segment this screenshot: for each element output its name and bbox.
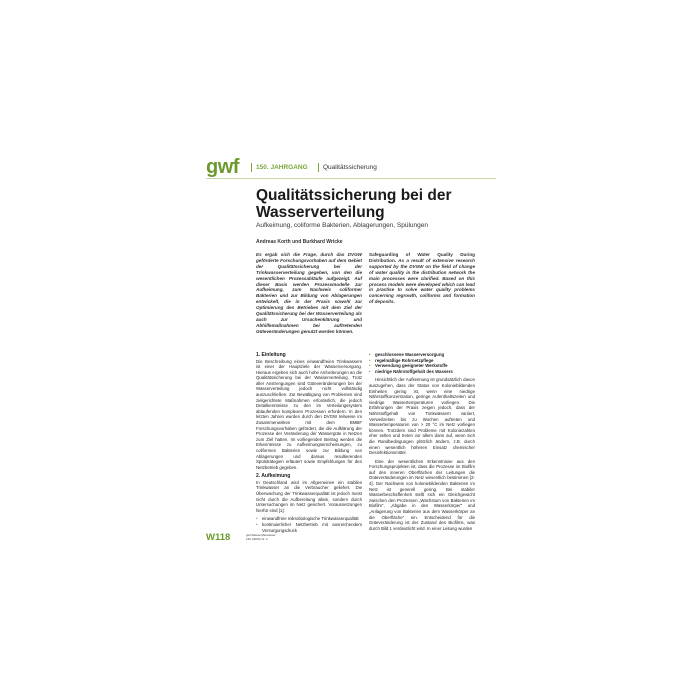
article-subtitle: Aufkeimung, coliforme Bakterien, Ablagerungen, Spülungen bbox=[256, 222, 428, 229]
bullet-list bbox=[369, 352, 475, 374]
abstract-english-title: Safeguarding of Water Quality During Distribution. bbox=[369, 252, 475, 263]
list-item: • kontinuierlicher Netzbetrieb mit ausreichendem Versorgungsdruck bbox=[256, 522, 362, 533]
bullet-icon: • bbox=[369, 368, 371, 374]
paragraph: Die Beschreibung eines einwandfreien Trinkwassers ist einer der Hauptziele der Wasserversorgung. Hieraus ergeben sich auch hohe Anforderungen an die Qualitätssicherung bei der Wasserverteilung. Trotz aller Anstrengungen sind Güteveränderungen bei der Wasserverteilung jedoch nicht vollständig auszuschließen. Zur Bewältigung von Problemen sind zielgerichtete Maßnahmen erforderlich, die jedoch Detailkenntnisse zu den im Verteilungssystem ablaufenden komplexen Prozessen erfordern. In den letzten Jahren wurden durch den DVGW teilweise im Zusammenwirken mit dem BMBF Forschungsvorhaben gefördert, die die Aufklärung der Prozesse der Veränderung der Wassergüte in Netzen zum Ziel hatten. Im vorliegenden Beitrag werden die Erkenntnisse zu Aufkeimungserscheinungen, zu coliformen Bakterien sowie zur Bildung von Ablagerungen und daraus resultierenden Spülstrategien erläutert sowie Empfehlungen für den Netzbetrieb gegeben. bbox=[256, 358, 362, 470]
list-item: • niedrige Nährstoffgehalt des Wassers bbox=[369, 368, 453, 374]
journal-volume: 150. JAHRGANG bbox=[256, 164, 308, 171]
bullet-icon: • bbox=[369, 363, 371, 369]
bullet-icon: • bbox=[369, 352, 371, 357]
header-divider bbox=[251, 163, 252, 172]
body-column-right bbox=[369, 352, 475, 534]
abstract-english-text: As a result of extensive research supported by the DVGW on the field of change of water quality in the distribution network the main processes were clarified. Based on this process models were developed which can lead in practise to solve water quality problems concerning regrowth, coliforms and formation of deposits. bbox=[369, 257, 475, 305]
article-authors: Andreas Korth und Burkhard Wricke bbox=[256, 239, 343, 245]
list-item: • Verwendung geeigneter Werkstoffe bbox=[369, 363, 448, 369]
footer-info bbox=[246, 534, 306, 542]
page-number: W118 bbox=[206, 532, 231, 543]
list-item: • geschlossene Wasserversorgung bbox=[369, 352, 445, 357]
list-item: • einwandfreie mikrobiologische Trinkwasserqualität bbox=[256, 516, 359, 522]
abstract-german: Es ergab sich die Frage, durch das DVGW geförderte Forschungsvorhaben auf dem Gebiet der Qualitätssicherung bei der Trinkwasserverteilung gegeben, von den die wesentlichen Prozessabläufe aufgezeigt. Auf dieser Basis werden Prozessmodelle zur Aufkeimung, zum Nachweis coliformer Bakterien und zur Bildung von Ablagerungen entwickelt, die in der Praxis sowohl zur Optimierung des Betriebes mit dem Ziel der Qualitätssicherung bei der Wasserverteilung als auch zur Ursachenklärung und Abhilfemaßnahmen bei auftretenden Güteveränderungen genutzt werden können. bbox=[256, 252, 362, 334]
paragraph: Eine der wesentlichen Erkenntnisse aus den Forschungsprojekten ist, dass die Prozesse im Biofilm auf den inneren Oberflächen der Leitungen die Güteveränderungen im Netz wesentlich bestimmen [2-4]. Der Nachweis von koloniebildenden Bakterien im Netz ist generell gering. Bei stabiler Wasserbeschaffenheit stellt sich ein Gleichgewicht zwischen den Prozessen „Wachstum von Bakterien im Biofilm“, „Abgabe in den Wasserkörper“ und „Anlagerung von Bakterien aus dem Wasserkörper an die Oberfläche“ ein. Entscheidend für die Güteveränderung ist der Zustand des Biofilms, was durch Bild 1 verdeutlicht wird. In einer Leitung wurden bbox=[369, 458, 475, 531]
section-heading: 1. Einleitung bbox=[256, 352, 286, 358]
header-rule bbox=[206, 178, 496, 179]
header-divider bbox=[318, 163, 319, 172]
bullet-icon: • bbox=[369, 357, 371, 363]
footer-journal: gwf-Wasser|Abwasser bbox=[246, 533, 276, 537]
section-label: Qualitätssicherung bbox=[323, 164, 377, 171]
paragraph: In Deutschland wird im Allgemeinen ein stabiles Trinkwasser an die Verbraucher geliefert. Die Überwachung der Trinkwasserqualität ist jedoch meist nicht durch die Aufbereitung allein, sondern durch Untersuchungen im Netz gesichert. Voraussetzungen hierfür sind [1]: bbox=[256, 479, 362, 513]
footer-issue: 150 (2009) Nr. 2 bbox=[246, 536, 268, 541]
bullet-icon: • bbox=[256, 522, 258, 528]
paragraph: Hinsichtlich der Aufkeimung ist grundsätzlich davon auszugehen, dass der Status von Koloniebildenden Einheiten gering ist, wenn eine niedrige Nährstoffkonzentration, geringe Aufenthaltszeiten und niedrige Wassertemperaturen vorliegen. Die Erfahrungen der Praxis zeigen jedoch, dass der Nährstoffgehalt von Trinkwässern variiert, Verweilzeiten bis zu Wochen auftreten und Wassertemperaturen von > 20 °C im Netz vorliegen können. Trotzdem sind Probleme mit Koloniezahlen eher selten und treten vor allem dann auf, wenn sich die Randbedingungen plötzlich ändern, z.B. durch einen wesentlich höheren Einsatz chemischer Desinfektionsmittel. bbox=[369, 377, 475, 456]
article-title: Qualitätssicherung bei der Wasserverteilung bbox=[256, 187, 452, 221]
list-item: • regelmäßige Rohrnetzpflege bbox=[369, 357, 434, 363]
bullet-list bbox=[256, 516, 362, 533]
section-heading: 2. Aufkeimung bbox=[256, 473, 291, 480]
journal-logo: gwf bbox=[206, 156, 239, 178]
bullet-icon: • bbox=[256, 516, 258, 522]
body-column-left bbox=[256, 352, 362, 536]
abstract-english bbox=[369, 252, 475, 305]
